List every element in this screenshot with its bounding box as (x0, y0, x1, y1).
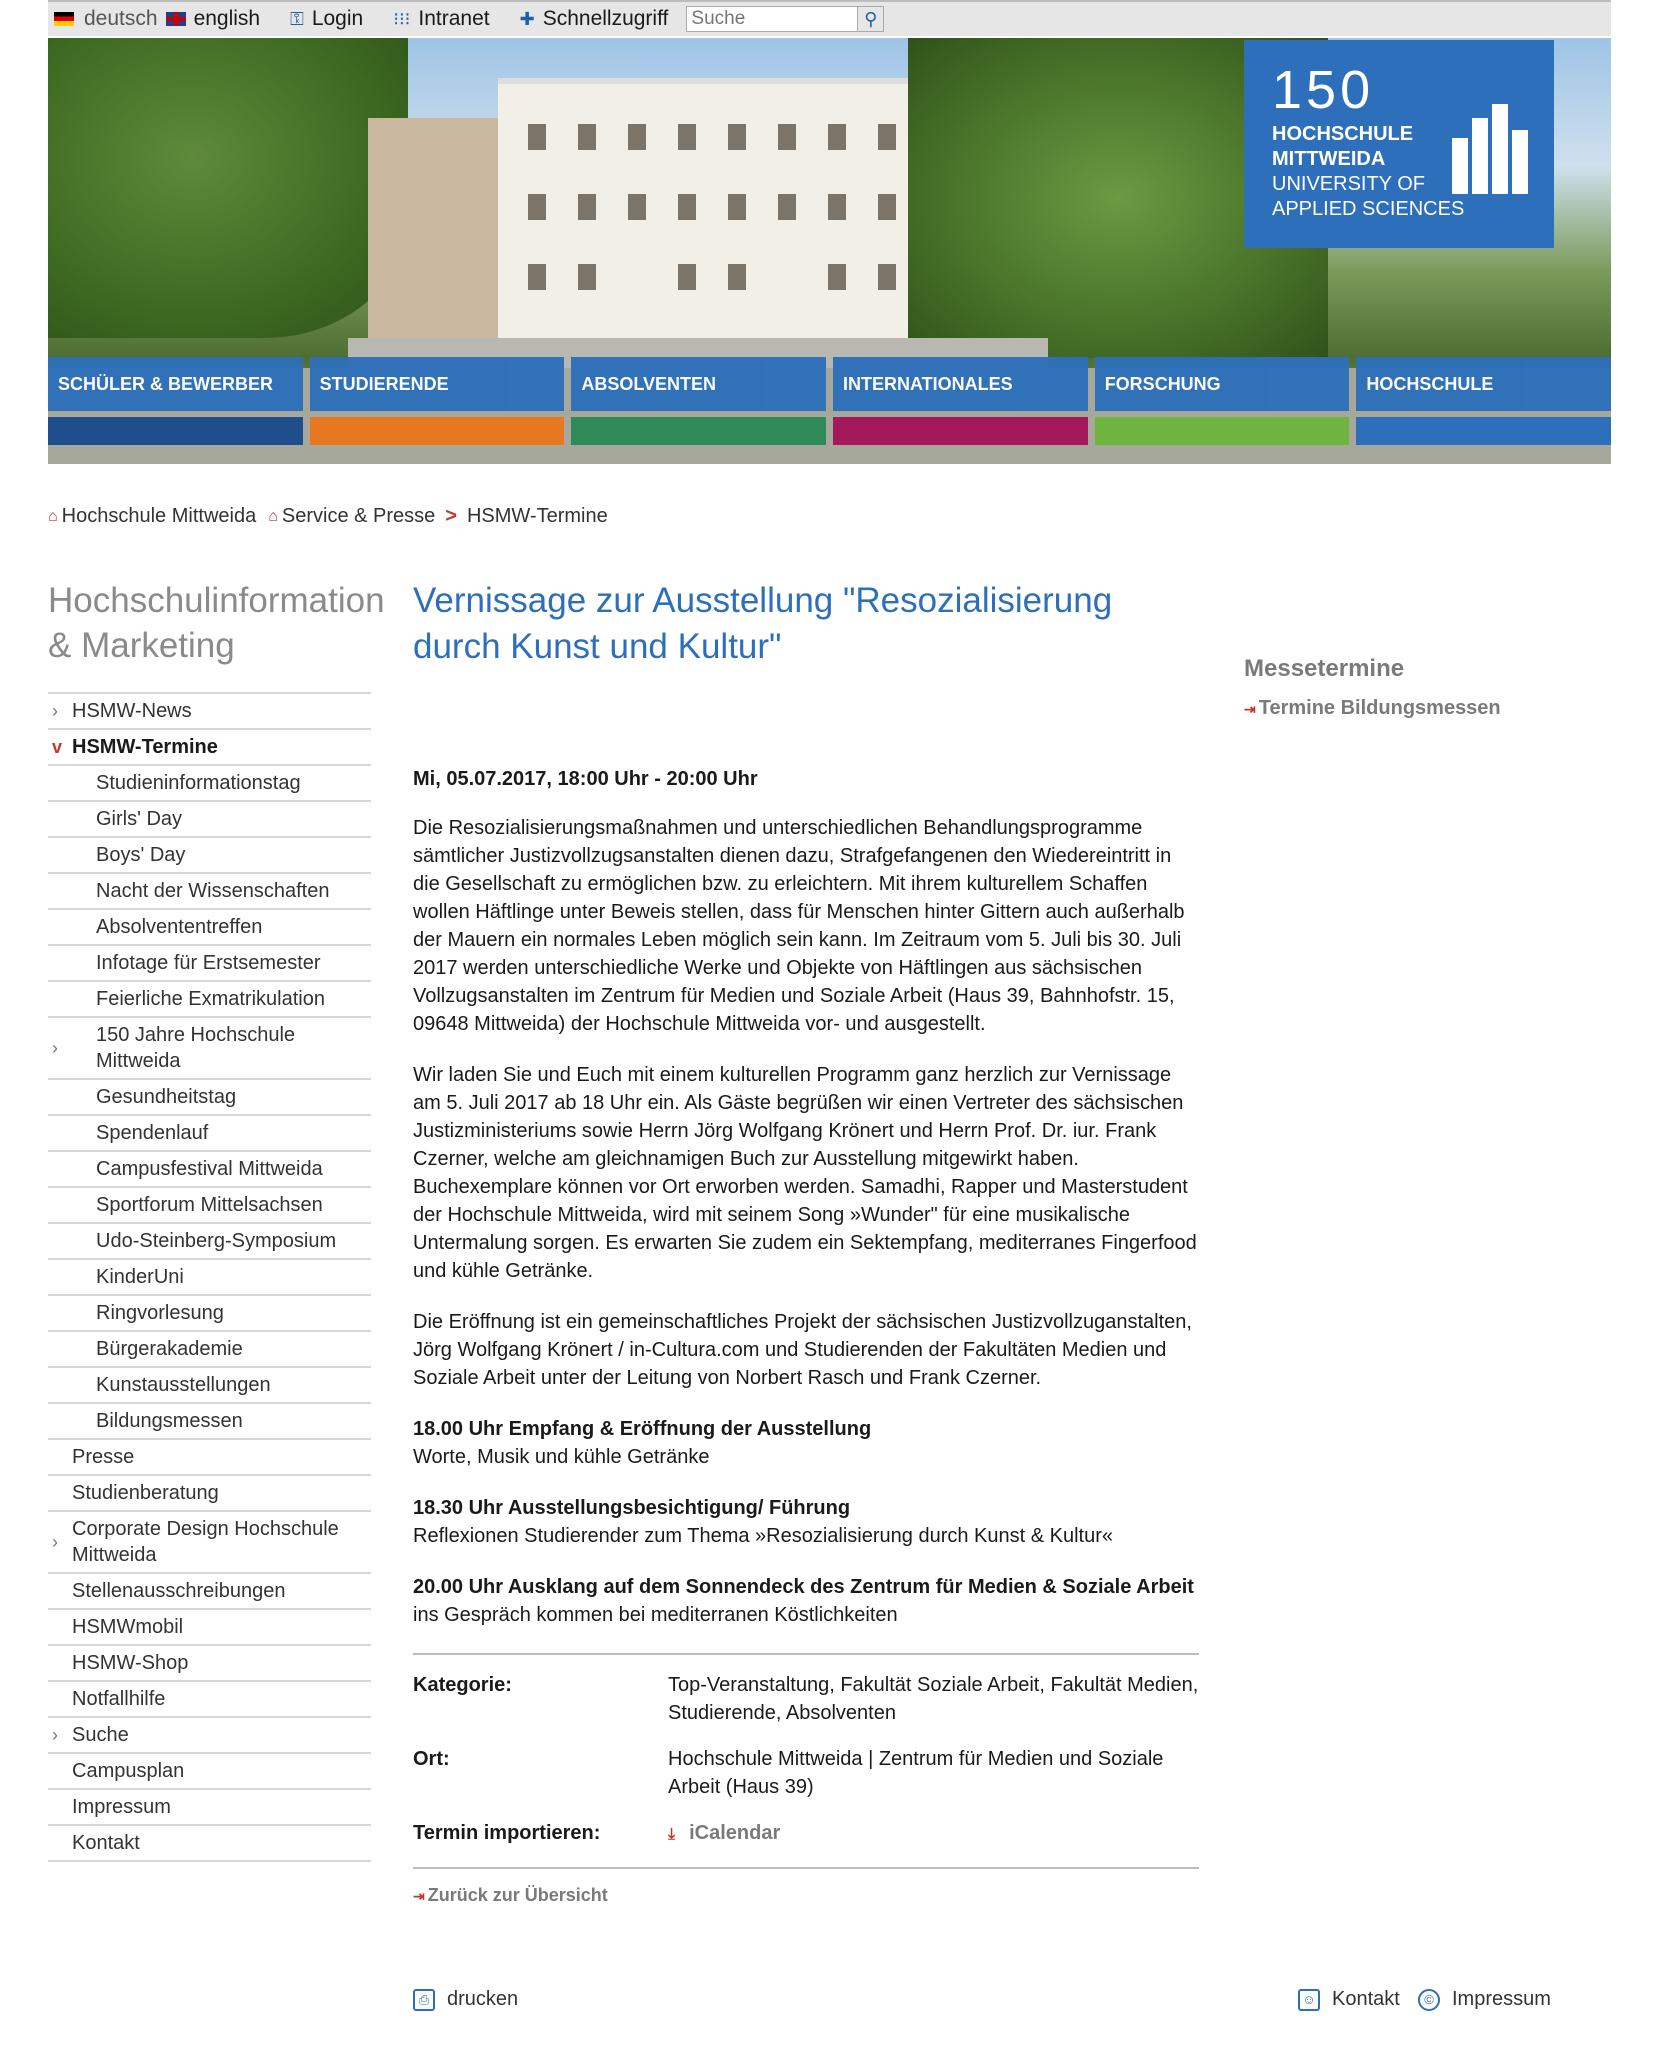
sidebar-subitem[interactable] (48, 838, 371, 874)
sidebar-item-impressum[interactable] (48, 1790, 371, 1826)
chevron-right-icon: › (52, 701, 58, 721)
sidebar-item-label: Studienberatung (72, 1482, 219, 1504)
sidebar-item-label: KinderUni (96, 1266, 184, 1288)
sidebar-item-label: Studieninformationstag (96, 772, 301, 794)
sidebar-subitem[interactable] (48, 1332, 371, 1368)
schedule-heading: 20.00 Uhr Ausklang auf dem Sonnendeck des Zentrum für Medien & Soziale Arbeit (413, 1576, 1194, 1598)
nav-tab-label: HOCHSCHULE (1356, 357, 1611, 411)
sidebar-subitem[interactable] (48, 1152, 371, 1188)
paragraph-1: Die Resozialisierungsmaßnahmen und unterschiedlichen Behandlungsprogramme sämtlicher Justizvollzugsanstalten dienen dazu, Strafgefangenen den Wiedereintritt in die Gesellschaft zu ermöglichen bzw. zu erleichtern. Mit ihrem kulturellem Schaffen wollen Häftlinge unter Beweis stellen, dass für Menschen hinter Gittern auch außerhalb der Mauern ein normales Leben möglich sein kann. Im Zeitraum vom 5. Juli bis 30. Juli 2017 werden unterschiedliche Werke und Objekte von Häftlingen aus sächsischen Vollzugsanstalten im Zentrum für Medien und Soziale Arbeit (Haus 39, Bahnhofstr. 15, 09648 Mittweida) der Hochschule Mittweida vor- und ausgestellt. (413, 817, 1185, 1035)
sidebar-subitem[interactable] (48, 910, 371, 946)
sidebar-subitem[interactable] (48, 766, 371, 802)
logo-line1: HOCHSCHULE (1272, 123, 1414, 145)
sidebar-item-label: Girls' Day (96, 808, 183, 830)
main-building (498, 78, 918, 368)
sidebar-item-label: Ringvorlesung (96, 1302, 224, 1324)
sidebar-item-notfallhilfe[interactable] (48, 1682, 371, 1718)
meta-key: Ort: (413, 1748, 450, 1770)
lang-de-link[interactable] (48, 7, 158, 31)
event-date: Mi, 05.07.2017, 18:00 Uhr - 20:00 Uhr (413, 768, 758, 790)
uk-flag-icon (166, 12, 186, 26)
sidebar-item-label: Bildungsmessen (96, 1410, 243, 1432)
chevron-right-icon: › (52, 1725, 58, 1745)
link-label: Termine Bildungsmessen (1258, 697, 1501, 719)
logo-line4: APPLIED SCIENCES (1272, 198, 1465, 220)
sidebar-item-label: HSMW-News (72, 700, 192, 722)
meta-row-ort (413, 1745, 1199, 1801)
schedule-item-3 (413, 1573, 1199, 1629)
main-content (413, 578, 1199, 1906)
sidebar-item-label: HSMW-Shop (72, 1652, 189, 1674)
plus-icon: ✚ (519, 8, 535, 29)
sidebar-subitem[interactable] (48, 1018, 371, 1080)
sidebar-item-label: Boys' Day (96, 844, 186, 866)
breadcrumb-separator: > (445, 505, 457, 527)
contact-label: Kontakt (1332, 1988, 1400, 2010)
home-icon: ⌂ (48, 507, 58, 525)
books-icon (1452, 104, 1532, 194)
quick-access-link[interactable] (520, 7, 669, 31)
sidebar-item-label: HSMWmobil (72, 1616, 184, 1638)
sidebar-item-studienberatung[interactable] (48, 1476, 371, 1512)
meta-key: Termin importieren: (413, 1822, 601, 1844)
login-label: Login (311, 7, 364, 30)
sidebar-item-label: Kontakt (72, 1832, 140, 1854)
icalendar-link[interactable] (668, 1819, 1199, 1849)
schedule-item-1 (413, 1415, 1199, 1471)
sidebar-item-label: Suche (72, 1724, 129, 1746)
sidebar-subitem[interactable] (48, 1404, 371, 1440)
sidebar-item-label: Impressum (72, 1796, 171, 1818)
logo-line3: UNIVERSITY OF (1272, 173, 1425, 195)
meta-value: Top-Veranstaltung, Fakultät Soziale Arbeit, Fakultät Medien, Studierende, Absolventen (668, 1674, 1199, 1724)
nav-tab-label: ABSOLVENTEN (571, 357, 826, 411)
chevron-right-icon: › (52, 1532, 58, 1552)
nav-tab-forschung[interactable] (1095, 357, 1350, 464)
logo-line2: MITTWEIDA (1272, 148, 1386, 170)
paragraph-3: Die Eröffnung ist ein gemeinschaftliches Projekt der sächsischen Justizvollzuganstalten, Jörg Wolfgang Krönert / in-Cultura.com und Studierenden der Fakultäten Medien und Soziale Arbeit unter der Leitung von Norbert Rasch und Frank Czerner. (413, 1311, 1192, 1389)
sidebar-item-hsmw-news[interactable] (48, 694, 371, 730)
search-input[interactable] (686, 6, 858, 32)
print-label: drucken (447, 1988, 519, 2010)
messetermine-title: Messetermine (1244, 655, 1405, 682)
sidebar-item-label: Stellenausschreibungen (72, 1580, 286, 1602)
print-link[interactable] (413, 1988, 518, 2011)
german-flag-icon (54, 12, 74, 26)
chevron-down-icon: v (52, 737, 63, 757)
meta-key: Kategorie: (413, 1674, 512, 1696)
nav-tab-label: INTERNATIONALES (833, 357, 1088, 411)
sidebar-item-hsmwmobil[interactable] (48, 1610, 371, 1646)
trees-left (48, 38, 408, 338)
intranet-label: Intranet (418, 7, 490, 30)
nav-color-bar (1095, 417, 1350, 445)
intranet-link[interactable] (393, 7, 489, 31)
sidebar-item-label: Corporate Design Hochschule Mittweida (72, 1518, 339, 1566)
sidebar-item-label: Notfallhilfe (72, 1688, 166, 1710)
nav-color-bar (48, 417, 303, 445)
meta-row-kategorie (413, 1671, 1199, 1727)
imprint-label: Impressum (1452, 1988, 1551, 2010)
sidebar-item-label: Bürgerakademie (96, 1338, 243, 1360)
grid-icon: ⁝⁝⁝ (393, 8, 411, 29)
sidebar-item-label: Presse (72, 1446, 135, 1468)
sidebar-item-label: Sportforum Mittelsachsen (96, 1194, 323, 1216)
sidebar-subitem[interactable] (48, 1368, 371, 1404)
nav-tab-label: SCHÜLER & BEWERBER (48, 357, 303, 411)
sidebar-subitem[interactable] (48, 982, 371, 1018)
sidebar-subitem[interactable] (48, 1188, 371, 1224)
termine-bildungsmessen-link[interactable] (1244, 697, 1564, 720)
breadcrumb-item-service[interactable]: Service & Presse (281, 505, 436, 527)
login-link[interactable] (290, 7, 363, 31)
sidebar-title: Hochschulinformation & Marketing (48, 581, 385, 665)
schedule-heading: 18.30 Uhr Ausstellungsbesichtigung/ Führung (413, 1497, 851, 1519)
contact-icon: ☺ (1298, 1989, 1320, 2011)
footer-contact-link[interactable] (1298, 1988, 1400, 2011)
sidebar-subitem[interactable] (48, 1116, 371, 1152)
back-label: Zurück zur Übersicht (427, 1885, 608, 1905)
sidebar-subitem[interactable] (48, 874, 371, 910)
sidebar-item-label: Feierliche Exmatrikulation (96, 988, 325, 1010)
lang-en-label: english (193, 7, 261, 30)
schedule-item-2 (413, 1494, 1199, 1550)
quick-access-label: Schnellzugriff (542, 7, 669, 30)
sidebar-item-corporate-design[interactable] (48, 1512, 371, 1574)
sidebar-item-shop[interactable] (48, 1646, 371, 1682)
nav-tab-label: STUDIERENDE (310, 357, 565, 411)
nav-tab-absolventen[interactable] (571, 357, 826, 464)
lang-en-link[interactable] (166, 7, 261, 31)
sidebar-item-label: Absolvententreffen (96, 916, 263, 938)
sidebar-item-label: Gesundheitstag (96, 1086, 237, 1108)
schedule-text: Reflexionen Studierender zum Thema »Resozialisierung durch Kunst & Kultur« (413, 1525, 1114, 1547)
sidebar (48, 578, 385, 1862)
schedule-text: Worte, Musik und kühle Getränke (413, 1446, 710, 1468)
sidebar-subitem[interactable] (48, 1224, 371, 1260)
chevron-right-icon: › (52, 1038, 58, 1058)
sidebar-item-suche[interactable] (48, 1718, 371, 1754)
download-icon: ⤓ (668, 1826, 676, 1843)
top-bar (48, 0, 1611, 36)
sidebar-item-hsmw-termine[interactable] (48, 730, 371, 766)
university-logo[interactable] (1244, 40, 1554, 248)
sidebar-item-label: Nacht der Wissenschaften (96, 880, 330, 902)
meta-value: Hochschule Mittweida | Zentrum für Medien und Soziale Arbeit (Haus 39) (668, 1748, 1164, 1798)
sidebar-item-campusplan[interactable] (48, 1754, 371, 1790)
sidebar-subitem[interactable] (48, 802, 371, 838)
back-link[interactable] (413, 1885, 1199, 1906)
nav-color-bar (571, 417, 826, 445)
sidebar-item-label: Spendenlauf (96, 1122, 209, 1144)
breadcrumb-item-current: HSMW-Termine (466, 505, 608, 527)
right-sidebar (1244, 655, 1564, 720)
sidebar-item-stellen[interactable] (48, 1574, 371, 1610)
sidebar-item-presse[interactable] (48, 1440, 371, 1476)
home-icon: ⌂ (268, 507, 278, 525)
sidebar-item-label: Campusfestival Mittweida (96, 1158, 323, 1180)
sidebar-subitem[interactable] (48, 1296, 371, 1332)
logo-150: 150 (1272, 60, 1375, 120)
nav-tab-label: FORSCHUNG (1095, 357, 1350, 411)
key-icon: ⚿ (290, 8, 304, 29)
arrow-link-icon: ⇥ (1244, 701, 1256, 717)
nav-color-bar (310, 417, 565, 445)
sidebar-item-kontakt[interactable] (48, 1826, 371, 1862)
sidebar-item-label: Udo-Steinberg-Symposium (96, 1230, 337, 1252)
nav-tab-studierende[interactable] (310, 357, 565, 464)
nav-color-bar (1356, 417, 1611, 445)
sidebar-menu (48, 692, 371, 1862)
sidebar-item-label: Campusplan (72, 1760, 185, 1782)
arrow-link-icon: ⇥ (413, 1888, 425, 1904)
sidebar-subitem[interactable] (48, 1260, 371, 1296)
meta-row-import (413, 1819, 1199, 1849)
schedule-heading: 18.00 Uhr Empfang & Eröffnung der Ausstellung (413, 1418, 872, 1440)
event-meta (413, 1653, 1199, 1869)
paragraph-2: Wir laden Sie und Euch mit einem kulturellen Programm ganz herzlich zur Vernissage am 5. Juli 2017 ab 18 Uhr ein. Als Gäste begrüßen wir einen Vertreter des sächsischen Justizministeriums sowie Herrn Jörg Wolfgang Krönert und Herrn Prof. Dr. iur. Frank Czerner, welche am gleichnamigen Buch zur Ausstellung mitgewirkt haben. Buchexemplare können vor Ort erworben werden. Samadhi, Rapper und Masterstudent der Hochschule Mittweida, wird mit seinem Song »Wunder" für eine musikalische Untermalung sorgen. Es erwarten Sie zudem ein Sektempfang, mediterranes Fingerfood und kühle Getränke. (413, 1064, 1197, 1282)
icalendar-label: iCalendar (689, 1822, 781, 1844)
search-box (686, 6, 884, 32)
sidebar-subitem[interactable] (48, 946, 371, 982)
print-icon: ⎙ (413, 1989, 435, 2011)
sidebar-item-label: Kunstausstellungen (96, 1374, 271, 1396)
copyright-icon: © (1418, 1989, 1440, 2011)
page-title: Vernissage zur Ausstellung "Resozialisierung durch Kunst und Kultur" (413, 581, 1113, 666)
sidebar-item-label: Infotage für Erstsemester (96, 952, 321, 974)
nav-tab-hochschule[interactable] (1356, 357, 1611, 464)
lang-de-label: deutsch (84, 7, 158, 30)
nav-tab-internationales[interactable] (833, 357, 1088, 464)
nav-tab-schueler[interactable] (48, 357, 303, 464)
sidebar-item-label: 150 Jahre Hochschule Mittweida (96, 1024, 296, 1072)
breadcrumb (48, 505, 608, 528)
search-icon[interactable]: ⚲ (858, 6, 884, 32)
nav-color-bar (833, 417, 1088, 445)
sidebar-item-label: HSMW-Termine (72, 736, 218, 758)
sidebar-subitem[interactable] (48, 1080, 371, 1116)
footer-imprint-link[interactable] (1418, 1988, 1551, 2011)
schedule-text: ins Gespräch kommen bei mediterranen Köstlichkeiten (413, 1604, 898, 1626)
main-navigation (48, 357, 1611, 464)
breadcrumb-item-hochschule[interactable]: Hochschule Mittweida (61, 505, 257, 527)
